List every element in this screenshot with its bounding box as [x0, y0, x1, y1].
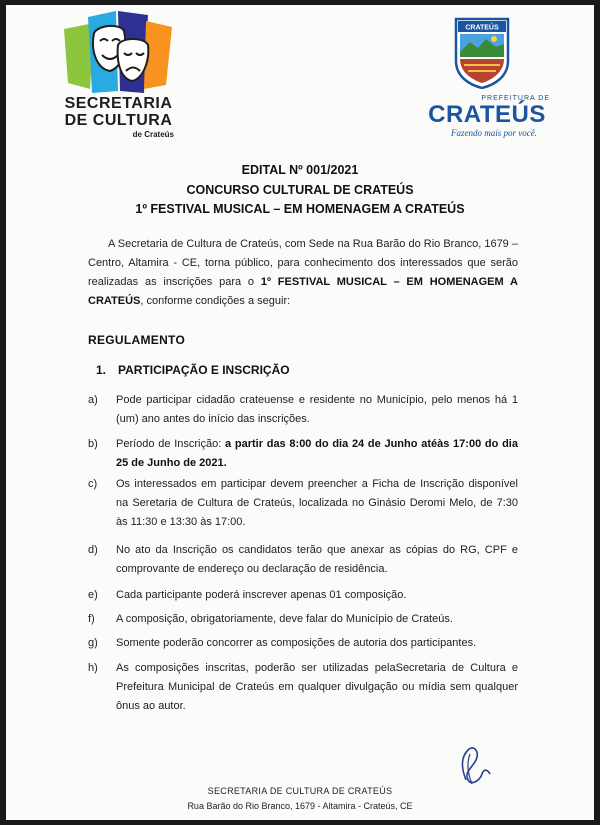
intro-paragraph	[88, 235, 518, 311]
festival-title: 1º FESTIVAL MUSICAL – EM HOMENAGEM A CRATEÚS	[135, 202, 465, 216]
item-text	[116, 435, 518, 473]
item-letter: d)	[88, 544, 98, 556]
list-item-h	[88, 659, 518, 716]
list-item-e	[88, 586, 518, 605]
item-text: No ato da Inscrição os candidatos terão que anexar as cópias do RG, CPF e comprovante de endereço ou declaração de residência.	[116, 544, 518, 575]
section-heading	[96, 363, 290, 377]
item-text-prefix: Período de Inscrição:	[116, 438, 226, 450]
list-item-c	[88, 475, 518, 532]
list-item-a	[88, 391, 518, 429]
item-letter: e)	[88, 589, 98, 601]
regulamento-heading: REGULAMENTO	[88, 333, 186, 347]
item-text: Somente poderão concorrer as composições de autoria dos participantes.	[116, 637, 477, 649]
item-text: As composições inscritas, poderão ser utilizadas pelaSecretaria de Cultura e Prefeitura Municipal de Crateús em qualquer divulgação ou mídia sem qualquer ônus ao autor.	[116, 662, 518, 712]
footer-title: SECRETARIA DE CULTURA DE CRATEÚS	[207, 786, 393, 796]
slogan: Fazendo mais por você.	[451, 128, 537, 138]
section-number: 1.	[96, 363, 107, 377]
item-letter: h)	[88, 662, 98, 674]
secretaria-cultura-logo	[56, 11, 176, 141]
logo-text-line1: SECRETARIA	[64, 95, 173, 112]
document-page	[6, 5, 594, 820]
item-bold-text: a partir das 8:00 do dia 24 de Junho atéàs 17:00 do dia 25 de Junho de 2021.	[116, 438, 518, 469]
list-item-d	[88, 541, 518, 579]
prefeitura-crateus-logo	[416, 17, 556, 147]
item-text: A composição, obrigatoriamente, deve falar do Município de Crateús.	[116, 613, 453, 625]
prefeitura-label: PREFEITURA DE	[481, 95, 550, 102]
item-letter: f)	[88, 613, 95, 625]
item-letter: g)	[88, 637, 98, 649]
city-shield-icon	[454, 17, 510, 89]
svg-text:CRATEÚS: CRATEÚS	[465, 24, 499, 32]
item-text: Cada participante poderá inscrever apenas 01 composição.	[116, 589, 407, 601]
item-text: Pode participar cidadão crateuense e residente no Município, pelo menos há 1 (um) ano antes do início das inscrições.	[116, 394, 518, 425]
intro-bold-text: 1º FESTIVAL MUSICAL – EM HOMENAGEM A CRATEÚS	[88, 276, 518, 307]
section-title: PARTICIPAÇÃO E INSCRIÇÃO	[118, 363, 290, 377]
logo-text-line3: de Crateús	[132, 130, 174, 139]
concurso-title: CONCURSO CULTURAL DE CRATEÚS	[186, 183, 414, 197]
intro-text-end: , conforme condições a seguir:	[140, 295, 291, 307]
list-item-f	[88, 610, 518, 629]
item-letter: a)	[88, 394, 98, 406]
item-letter: b)	[88, 438, 98, 450]
intro-text: A Secretaria de Cultura de Crateús, com Sede na Rua Barão do Rio Branco, 1679 – Centro, Altamira - CE, torna público, para conhecimento dos interessados que serão realizadas as inscrições para o	[88, 238, 518, 288]
theater-masks-icon	[64, 11, 172, 93]
signature-mark	[446, 740, 496, 790]
list-item-g	[88, 634, 518, 653]
item-text: Os interessados em participar devem preencher a Ficha de Inscrição disponível na Seretaria de Cultura de Crateús, localizada no Ginásio Deromi Melo, de 7:30 às 11:30 e 13:30 às 17:00.	[116, 478, 518, 528]
footer-address: Rua Barão do Rio Branco, 1679 - Altamira - Crateús, CE	[187, 801, 413, 811]
logo-text-line2: DE CULTURA	[64, 112, 173, 129]
item-letter: c)	[88, 478, 98, 490]
edital-number: EDITAL Nº 001/2021	[241, 163, 359, 177]
crateus-wordmark: CRATEÚS	[428, 101, 546, 128]
list-item-b	[88, 435, 518, 473]
